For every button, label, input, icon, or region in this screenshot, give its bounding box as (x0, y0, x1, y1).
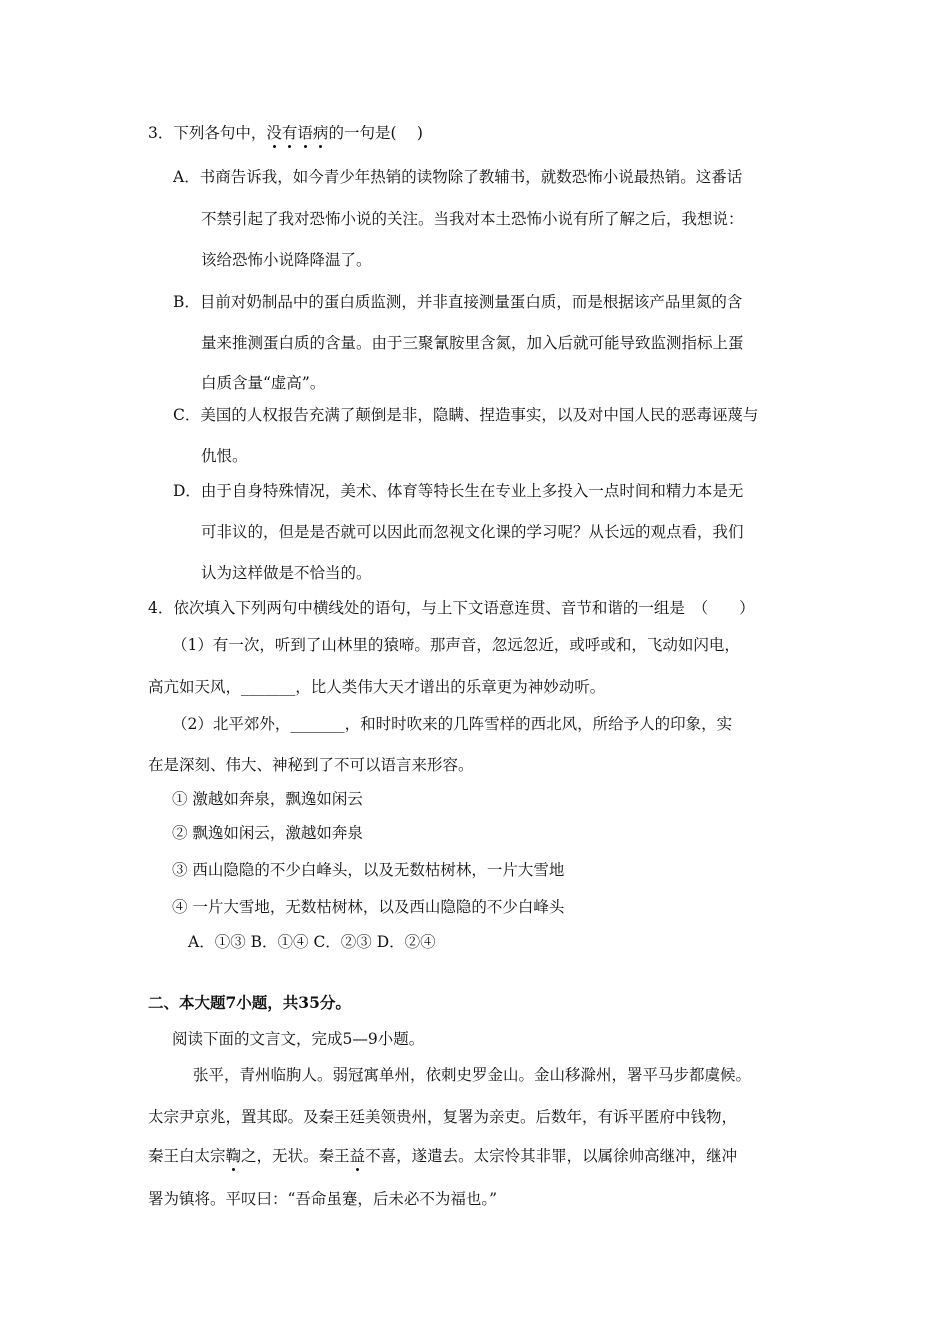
q4-sentence-2: 在是深刻、伟大、神秘到了不可以语言来形容。 (148, 756, 474, 774)
dotted-char: 没 (266, 124, 282, 142)
q3-option-d-line: 认为这样做是不恰当的。 (201, 564, 372, 582)
q3-stem: 3．下列各句中，没有语病的一句是( ) (148, 124, 423, 142)
q4-choice: ① 激越如奔泉，飘逸如闲云 (172, 790, 363, 808)
q3-option-a-line: 不禁引起了我对恐怖小说的关注。当我对本土恐怖小说有所了解之后，我想说： (201, 210, 744, 228)
reading-instruction: 阅读下面的文言文，完成5—9小题。 (172, 1030, 425, 1048)
q4-choice: ③ 西山隐隐的不少白峰头，以及无数枯树林，一片大雪地 (172, 861, 565, 879)
q3-option-b-line: 量来推测蛋白质的含量。由于三聚氰胺里含氮，加入后就可能导致监测指标上蛋 (201, 334, 744, 352)
q3-option-d-line: D．由于自身特殊情况，美术、体育等特长生在专业上多投入一点时间和精力本是无 (173, 482, 744, 500)
q3-option-b-line: 白质含量“虚高”。 (201, 374, 326, 392)
passage-line: 秦王白太宗鞫之，无状。秦王益不喜，遂遣去。太宗怜其非罪，以属徐帅高继冲，继冲 (148, 1147, 738, 1165)
q3-option-c-line: C．美国的人权报告充满了颠倒是非，隐瞒、捏造事实，以及对中国人民的恶毒诬蔑与 (173, 406, 759, 424)
section-heading: 二、本大题7小题，共35分。 (148, 993, 351, 1012)
q3-option-c-line: 仇恨。 (201, 447, 248, 465)
dotted-char: 语 (297, 124, 313, 142)
dotted-char: 病 (312, 124, 329, 142)
dotted-char: 益 (349, 1147, 366, 1165)
passage-line: 张平，青州临朐人。弱冠寓单州，依刺史罗金山。金山移滁州，署平马步都虞候。 (193, 1066, 752, 1084)
q4-choice: ④ 一片大雪地，无数枯树林，以及西山隐隐的不少白峰头 (172, 898, 565, 916)
q3-option-b-line: B．目前对奶制品中的蛋白质监测，并非直接测量蛋白质，而是根据该产品里氮的含 (173, 293, 743, 311)
dotted-char: 鞫 (225, 1147, 242, 1165)
q4-answers: A．①③ B．①④ C．②③ D．②④ (188, 933, 436, 951)
q4-sentence-1: （1）有一次，听到了山林里的猿啼。那声音，忽远忽近，或呼或和，飞动如闪电， (172, 636, 740, 654)
passage-line: 太宗尹京兆，置其邸。及秦王廷美领贵州，复署为亲吏。后数年，有诉平匿府中钱物， (148, 1108, 738, 1126)
passage-line: 署为镇将。平叹曰：“吾命虽蹇，后未必不为福也。” (148, 1190, 498, 1208)
q3-option-a-line: 该给恐怖小说降降温了。 (201, 251, 372, 269)
q3-option-d-line: 可非议的，但是是否就可以因此而忽视文化课的学习呢？从长远的观点看，我们 (201, 523, 744, 541)
q3-option-a-line: A．书商告诉我，如今青少年热销的读物除了教辅书，就数恐怖小说最热销。这番话 (173, 168, 743, 186)
q4-sentence-1: 高亢如天风，_______，比人类伟大天才谱出的乐章更为神妙动听。 (148, 678, 606, 696)
q4-stem: 4．依次填入下列两句中横线处的语句，与上下文语意连贯、音节和谐的一组是 （ ） (148, 599, 755, 617)
dotted-char: 有 (281, 124, 298, 142)
q4-sentence-2: （2）北平郊外，_______，和时时吹来的几阵雪样的西北风，所给予人的印象，实 (172, 715, 733, 733)
q4-choice: ② 飘逸如闲云，激越如奔泉 (172, 824, 363, 842)
